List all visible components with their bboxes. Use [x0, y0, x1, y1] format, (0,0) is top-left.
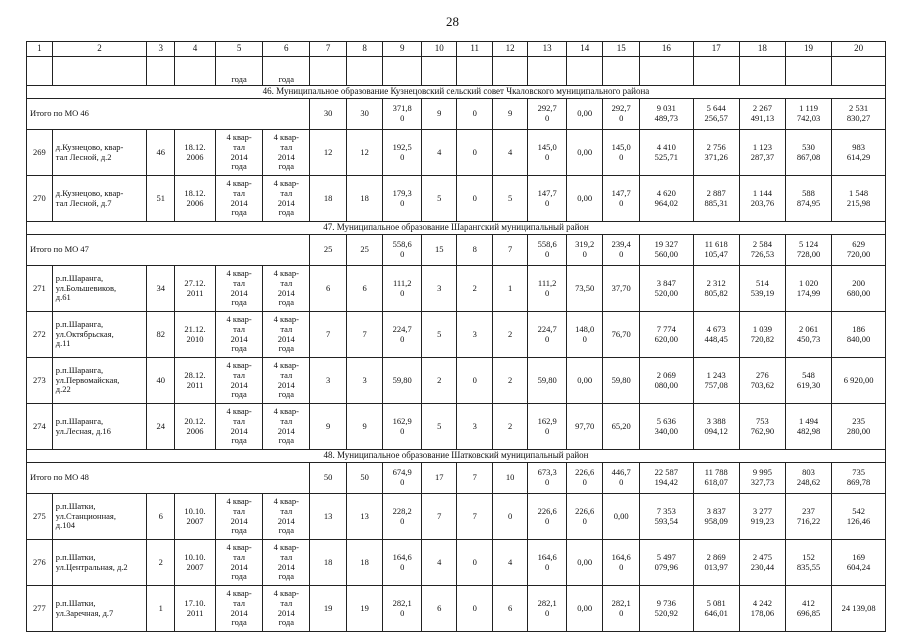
total-cell: 50	[310, 463, 347, 494]
total-cell: 11 618 105,47	[693, 235, 739, 266]
table-cell: 0	[457, 130, 492, 176]
total-cell: 558,6 0	[528, 235, 567, 266]
address-cell: д.Кузнецово, квар- тал Лесной, д.7	[52, 176, 146, 222]
table-cell: 5 497 079,96	[639, 540, 693, 586]
table-cell: 9	[310, 404, 347, 450]
table-cell: 7	[422, 494, 457, 540]
total-cell: 735 869,78	[832, 463, 886, 494]
column-number-cell: 11	[457, 42, 492, 57]
table-cell: 12	[346, 130, 383, 176]
section-total-row	[27, 235, 886, 266]
table-cell: 282,1 0	[528, 586, 567, 632]
address-cell: р.п.Шатки, ул.Заречная, д.7	[52, 586, 146, 632]
column-number-cell: 15	[603, 42, 640, 57]
table-cell: 21.12. 2010	[175, 312, 216, 358]
table-cell: 0,00	[566, 540, 603, 586]
section-total-row	[27, 463, 886, 494]
row-number-cell: 276	[27, 540, 53, 586]
table-cell: 514 539,19	[739, 266, 785, 312]
table-cell: 18	[310, 540, 347, 586]
table-cell: 4 квар- тал 2014 года	[215, 494, 262, 540]
table-cell: 0,00	[566, 130, 603, 176]
column-number-cell: 17	[693, 42, 739, 57]
table-cell: 19	[346, 586, 383, 632]
table-cell: 0,00	[566, 358, 603, 404]
table-cell: 5	[492, 176, 527, 222]
address-cell: р.п.Шаранга, ул.Большевиков, д.61	[52, 266, 146, 312]
address-cell: р.п.Шаранга, ул.Первомайская, д.22	[52, 358, 146, 404]
table-cell: 0,00	[603, 494, 640, 540]
table-cell: 13	[346, 494, 383, 540]
data-table	[26, 41, 886, 632]
table-cell: 1 144 203,76	[739, 176, 785, 222]
table-cell: 37,70	[603, 266, 640, 312]
total-cell: 292,7 0	[528, 99, 567, 130]
total-cell: 629 720,00	[832, 235, 886, 266]
total-cell: 7	[492, 235, 527, 266]
table-row	[27, 586, 886, 632]
table-row	[27, 130, 886, 176]
table-cell: 2 312 805,82	[693, 266, 739, 312]
table-cell: 224,7 0	[383, 312, 422, 358]
total-cell: 7	[457, 463, 492, 494]
table-cell: 9	[346, 404, 383, 450]
total-cell: 25	[346, 235, 383, 266]
table-cell: 73,50	[566, 266, 603, 312]
section-title-row	[27, 86, 886, 99]
table-row	[27, 540, 886, 586]
table-cell: 2 887 885,31	[693, 176, 739, 222]
table-cell: 4	[492, 540, 527, 586]
table-cell: 4	[492, 130, 527, 176]
table-cell: 2 756 371,26	[693, 130, 739, 176]
column-number-cell: 2	[52, 42, 146, 57]
total-cell: 2 584 726,53	[739, 235, 785, 266]
total-cell: 371,8 0	[383, 99, 422, 130]
table-cell: 2	[147, 540, 175, 586]
table-cell: 2	[422, 358, 457, 404]
row-number-cell: 271	[27, 266, 53, 312]
row-number-cell: 277	[27, 586, 53, 632]
page-number: 28	[446, 14, 459, 29]
table-cell: 1 494 482,98	[785, 404, 831, 450]
table-cell: 1 039 720,82	[739, 312, 785, 358]
table-cell: 59,80	[383, 358, 422, 404]
address-cell: р.п.Шаранга, ул.Лесная, д.16	[52, 404, 146, 450]
table-cell: 3	[346, 358, 383, 404]
table-cell: 983 614,29	[832, 130, 886, 176]
table-row	[27, 358, 886, 404]
total-cell: 2 531 830,27	[832, 99, 886, 130]
total-cell: 803 248,62	[785, 463, 831, 494]
total-cell: 319,2 0	[566, 235, 603, 266]
header-units-row	[27, 57, 886, 86]
table-cell: 530 867,08	[785, 130, 831, 176]
section-title-row	[27, 222, 886, 235]
table-cell: 200 680,00	[832, 266, 886, 312]
total-cell: 50	[346, 463, 383, 494]
table-cell: 3 277 919,23	[739, 494, 785, 540]
table-cell: 2	[492, 404, 527, 450]
table-cell: 3 388 094,12	[693, 404, 739, 450]
table-cell: 226,6 0	[566, 494, 603, 540]
table-cell: 65,20	[603, 404, 640, 450]
address-cell: р.п.Шаранга, ул.Октябрьская, д.11	[52, 312, 146, 358]
column-number-cell: 16	[639, 42, 693, 57]
table-cell: 162,9 0	[528, 404, 567, 450]
table-row	[27, 312, 886, 358]
table-cell: 59,80	[528, 358, 567, 404]
table-cell: 0,00	[566, 176, 603, 222]
table-cell: 6	[310, 266, 347, 312]
row-number-cell: 274	[27, 404, 53, 450]
table-cell: 17.10. 2011	[175, 586, 216, 632]
table-cell: 24 139,08	[832, 586, 886, 632]
total-cell: 673,3 0	[528, 463, 567, 494]
table-cell: 12	[310, 130, 347, 176]
section-title: 46. Муниципальное образование Кузнецовский сельский совет Чкаловского муниципального района	[27, 86, 886, 99]
table-row	[27, 494, 886, 540]
table-cell: 1 020 174,99	[785, 266, 831, 312]
table-cell: 548 619,30	[785, 358, 831, 404]
table-cell: 111,2 0	[528, 266, 567, 312]
table-cell: 276 703,62	[739, 358, 785, 404]
total-cell: 19 327 560,00	[639, 235, 693, 266]
total-cell: 9 995 327,73	[739, 463, 785, 494]
table-cell: 1	[492, 266, 527, 312]
section-title: 47. Муниципальное образование Шарангский муниципальный район	[27, 222, 886, 235]
table-cell: 3	[422, 266, 457, 312]
total-cell: 0	[457, 99, 492, 130]
table-cell: 4 квар- тал 2014 года	[215, 130, 262, 176]
table-cell: 4 квар- тал 2014 года	[215, 176, 262, 222]
table-cell: 4	[422, 540, 457, 586]
table-cell: 0	[457, 176, 492, 222]
table-cell: 4 242 178,06	[739, 586, 785, 632]
table-cell: 19	[310, 586, 347, 632]
table-cell: 4 квар- тал 2014 года	[263, 358, 310, 404]
table-cell: 18	[346, 176, 383, 222]
header-cell: года	[215, 57, 262, 86]
table-cell: 27.12. 2011	[175, 266, 216, 312]
total-cell: 674,9 0	[383, 463, 422, 494]
table-cell: 4 673 448,45	[693, 312, 739, 358]
total-label: Итого по МО 46	[27, 99, 310, 130]
table-cell: 2 069 080,00	[639, 358, 693, 404]
table-cell: 7 774 620,00	[639, 312, 693, 358]
table-cell: 4 квар- тал 2014 года	[263, 586, 310, 632]
table-cell: 145,0 0	[528, 130, 567, 176]
table-cell: 6 920,00	[832, 358, 886, 404]
column-number-cell: 10	[422, 42, 457, 57]
total-cell: 446,7 0	[603, 463, 640, 494]
address-cell: р.п.Шатки, ул.Станционная, д.104	[52, 494, 146, 540]
table-cell: 9 736 520,92	[639, 586, 693, 632]
address-cell: р.п.Шатки, ул.Центральная, д.2	[52, 540, 146, 586]
table-cell: 18.12. 2006	[175, 176, 216, 222]
table-cell: 6	[346, 266, 383, 312]
total-cell: 239,4 0	[603, 235, 640, 266]
table-cell: 10.10. 2007	[175, 494, 216, 540]
table-cell: 2	[492, 312, 527, 358]
table-cell: 224,7 0	[528, 312, 567, 358]
total-cell: 15	[422, 235, 457, 266]
table-row	[27, 176, 886, 222]
table-cell: 18	[346, 540, 383, 586]
table-cell: 5	[422, 404, 457, 450]
table-cell: 20.12. 2006	[175, 404, 216, 450]
total-cell: 8	[457, 235, 492, 266]
table-cell: 10.10. 2007	[175, 540, 216, 586]
column-number-cell: 7	[310, 42, 347, 57]
table-cell: 4 620 964,02	[639, 176, 693, 222]
table-cell: 588 874,95	[785, 176, 831, 222]
column-number-cell: 6	[263, 42, 310, 57]
column-number-cell: 18	[739, 42, 785, 57]
table-cell: 4 410 525,71	[639, 130, 693, 176]
table-cell: 5 081 646,01	[693, 586, 739, 632]
total-cell: 30	[346, 99, 383, 130]
total-cell: 9 031 489,73	[639, 99, 693, 130]
table-cell: 1 548 215,98	[832, 176, 886, 222]
table-cell: 412 696,85	[785, 586, 831, 632]
table-cell: 6	[147, 494, 175, 540]
table-cell: 0,00	[566, 586, 603, 632]
table-cell: 13	[310, 494, 347, 540]
table-cell: 164,6 0	[528, 540, 567, 586]
table-cell: 147,7 0	[603, 176, 640, 222]
row-number-cell: 269	[27, 130, 53, 176]
table-cell: 76,70	[603, 312, 640, 358]
table-cell: 4 квар- тал 2014 года	[263, 312, 310, 358]
table-cell: 34	[147, 266, 175, 312]
table-cell: 2 061 450,73	[785, 312, 831, 358]
total-cell: 1 119 742,03	[785, 99, 831, 130]
total-cell: 558,6 0	[383, 235, 422, 266]
table-cell: 46	[147, 130, 175, 176]
column-number-cell: 9	[383, 42, 422, 57]
total-cell: 9	[422, 99, 457, 130]
table-cell: 179,3 0	[383, 176, 422, 222]
table-cell: 0	[457, 586, 492, 632]
table-cell: 542 126,46	[832, 494, 886, 540]
column-number-cell: 14	[566, 42, 603, 57]
column-number-cell: 4	[175, 42, 216, 57]
table-cell: 2	[457, 266, 492, 312]
table-cell: 237 716,22	[785, 494, 831, 540]
table-cell: 0	[457, 358, 492, 404]
table-cell: 40	[147, 358, 175, 404]
table-cell: 1 243 757,08	[693, 358, 739, 404]
row-number-cell: 272	[27, 312, 53, 358]
total-cell: 25	[310, 235, 347, 266]
table-cell: 3 847 520,00	[639, 266, 693, 312]
table-cell: 4 квар- тал 2014 года	[263, 176, 310, 222]
table-cell: 4 квар- тал 2014 года	[263, 404, 310, 450]
table-cell: 2 475 230,44	[739, 540, 785, 586]
table-cell: 97,70	[566, 404, 603, 450]
table-cell: 59,80	[603, 358, 640, 404]
total-cell: 5 644 256,57	[693, 99, 739, 130]
table-cell: 7	[457, 494, 492, 540]
table-cell: 226,6 0	[528, 494, 567, 540]
table-cell: 152 835,55	[785, 540, 831, 586]
table-row	[27, 266, 886, 312]
column-number-cell: 5	[215, 42, 262, 57]
table-cell: 4	[422, 130, 457, 176]
column-number-cell: 20	[832, 42, 886, 57]
table-cell: 4 квар- тал 2014 года	[215, 312, 262, 358]
table-cell: 4 квар- тал 2014 года	[215, 404, 262, 450]
table-cell: 18.12. 2006	[175, 130, 216, 176]
table-cell: 753 762,90	[739, 404, 785, 450]
column-number-cell: 3	[147, 42, 175, 57]
table-cell: 6	[422, 586, 457, 632]
section-title-row	[27, 450, 886, 463]
total-cell: 9	[492, 99, 527, 130]
total-cell: 0,00	[566, 99, 603, 130]
table-cell: 1	[147, 586, 175, 632]
column-number-cell: 13	[528, 42, 567, 57]
column-number-cell: 1	[27, 42, 53, 57]
total-cell: 30	[310, 99, 347, 130]
table-cell: 4 квар- тал 2014 года	[263, 130, 310, 176]
table-cell: 4 квар- тал 2014 года	[215, 586, 262, 632]
table-cell: 148,0 0	[566, 312, 603, 358]
row-number-cell: 275	[27, 494, 53, 540]
column-number-cell: 12	[492, 42, 527, 57]
table-cell: 3	[457, 404, 492, 450]
table-cell: 4 квар- тал 2014 года	[263, 266, 310, 312]
table-row	[27, 404, 886, 450]
total-cell: 10	[492, 463, 527, 494]
table-cell: 3	[457, 312, 492, 358]
header-cell: года	[263, 57, 310, 86]
table-cell: 164,6 0	[603, 540, 640, 586]
table-cell: 228,2 0	[383, 494, 422, 540]
table-cell: 24	[147, 404, 175, 450]
table-cell: 18	[310, 176, 347, 222]
table-cell: 7 353 593,54	[639, 494, 693, 540]
total-cell: 5 124 728,00	[785, 235, 831, 266]
table-cell: 1 123 287,37	[739, 130, 785, 176]
row-number-cell: 273	[27, 358, 53, 404]
table-cell: 235 280,00	[832, 404, 886, 450]
section-total-row	[27, 99, 886, 130]
table-cell: 169 604,24	[832, 540, 886, 586]
table-cell: 5	[422, 176, 457, 222]
table-cell: 3	[310, 358, 347, 404]
table-cell: 4 квар- тал 2014 года	[215, 358, 262, 404]
table-cell: 4 квар- тал 2014 года	[263, 494, 310, 540]
total-label: Итого по МО 48	[27, 463, 310, 494]
table-cell: 51	[147, 176, 175, 222]
table-cell: 186 840,00	[832, 312, 886, 358]
table-cell: 2	[492, 358, 527, 404]
table-cell: 4 квар- тал 2014 года	[215, 540, 262, 586]
table-cell: 147,7 0	[528, 176, 567, 222]
table-cell: 282,1 0	[383, 586, 422, 632]
table-cell: 6	[492, 586, 527, 632]
section-title: 48. Муниципальное образование Шатковский муниципальный район	[27, 450, 886, 463]
table-cell: 164,6 0	[383, 540, 422, 586]
address-cell: д.Кузнецово, квар- тал Лесной, д.2	[52, 130, 146, 176]
table-cell: 282,1 0	[603, 586, 640, 632]
row-number-cell: 270	[27, 176, 53, 222]
total-cell: 17	[422, 463, 457, 494]
table-cell: 111,2 0	[383, 266, 422, 312]
table-cell: 82	[147, 312, 175, 358]
total-cell: 2 267 491,13	[739, 99, 785, 130]
column-number-cell: 19	[785, 42, 831, 57]
column-numbers-row	[27, 42, 886, 57]
total-cell: 22 587 194,42	[639, 463, 693, 494]
table-cell: 162,9 0	[383, 404, 422, 450]
table-cell: 2 869 013,97	[693, 540, 739, 586]
table-cell: 3 837 958,09	[693, 494, 739, 540]
table-cell: 4 квар- тал 2014 года	[263, 540, 310, 586]
total-cell: 11 788 618,07	[693, 463, 739, 494]
table-cell: 192,5 0	[383, 130, 422, 176]
table-cell: 4 квар- тал 2014 года	[215, 266, 262, 312]
table-cell: 0	[492, 494, 527, 540]
table-cell: 7	[346, 312, 383, 358]
table-cell: 7	[310, 312, 347, 358]
table-cell: 5	[422, 312, 457, 358]
table-cell: 0	[457, 540, 492, 586]
table-cell: 28.12. 2011	[175, 358, 216, 404]
table-cell: 145,0 0	[603, 130, 640, 176]
total-cell: 292,7 0	[603, 99, 640, 130]
total-label: Итого по МО 47	[27, 235, 310, 266]
column-number-cell: 8	[346, 42, 383, 57]
table-cell: 5 636 340,00	[639, 404, 693, 450]
total-cell: 226,6 0	[566, 463, 603, 494]
